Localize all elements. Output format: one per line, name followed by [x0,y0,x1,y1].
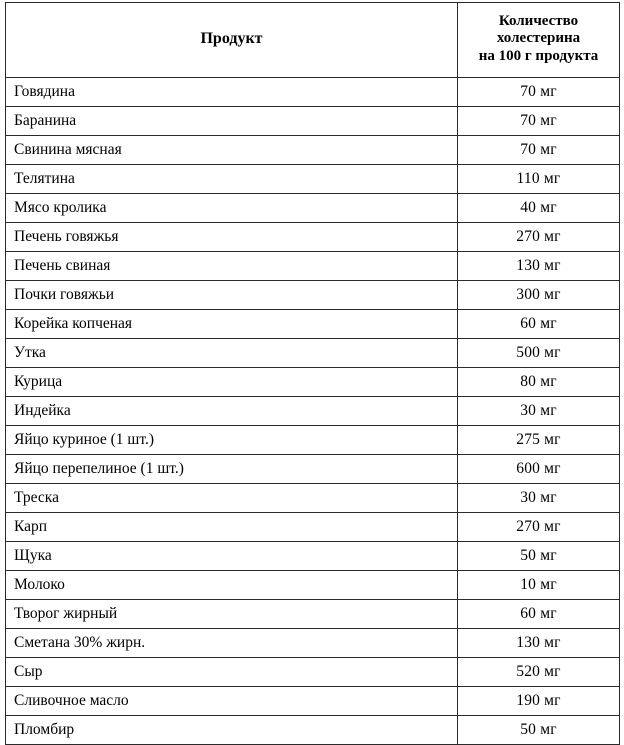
table-row [6,542,620,571]
column-header-product: Продукт [6,3,458,78]
cell-amount: 30 мг [458,484,620,513]
column-header-amount-line2: холестерина [496,30,581,47]
cell-product: Утка [6,339,458,368]
table-row [6,165,620,194]
table-header [6,3,620,78]
cell-product: Пломбир [6,716,458,745]
cell-product: Щука [6,542,458,571]
cell-product: Печень говяжья [6,223,458,252]
cell-amount: 50 мг [458,716,620,745]
table-row [6,600,620,629]
cell-amount: 40 мг [458,194,620,223]
table-row [6,310,620,339]
cell-product: Говядина [6,78,458,107]
cell-amount: 80 мг [458,368,620,397]
table-row [6,455,620,484]
cell-product: Телятина [6,165,458,194]
cell-amount: 130 мг [458,252,620,281]
table-row [6,281,620,310]
cell-amount: 60 мг [458,310,620,339]
table-row [6,513,620,542]
cell-amount: 190 мг [458,687,620,716]
cell-amount: 110 мг [458,165,620,194]
column-header-amount-line3: на 100 г продукта [478,47,599,64]
table-row [6,107,620,136]
table-row [6,136,620,165]
cell-product: Баранина [6,107,458,136]
table-row [6,252,620,281]
cell-product: Индейка [6,397,458,426]
table-row [6,716,620,745]
cell-product: Курица [6,368,458,397]
cell-product: Яйцо перепелиное (1 шт.) [6,455,458,484]
table-row [6,194,620,223]
cell-amount: 275 мг [458,426,620,455]
table-row [6,368,620,397]
column-header-amount-line1: Количество [498,13,579,30]
header-row [6,3,620,78]
table-body [6,78,620,745]
table-row [6,571,620,600]
cell-amount: 130 мг [458,629,620,658]
cell-amount: 520 мг [458,658,620,687]
cell-amount: 500 мг [458,339,620,368]
cell-amount: 70 мг [458,78,620,107]
cell-product: Молоко [6,571,458,600]
cell-product: Свинина мясная [6,136,458,165]
cell-product: Почки говяжьи [6,281,458,310]
table-row [6,658,620,687]
table-row [6,397,620,426]
table-row [6,223,620,252]
cell-amount: 30 мг [458,397,620,426]
table-row [6,339,620,368]
cell-product: Карп [6,513,458,542]
cell-product: Сыр [6,658,458,687]
cell-amount: 270 мг [458,513,620,542]
table-row [6,484,620,513]
cell-product: Корейка копченая [6,310,458,339]
cell-product: Печень свиная [6,252,458,281]
cholesterol-table [5,2,620,745]
cell-amount: 10 мг [458,571,620,600]
cell-product: Сметана 30% жирн. [6,629,458,658]
cell-amount: 270 мг [458,223,620,252]
cell-product: Творог жирный [6,600,458,629]
cell-amount: 600 мг [458,455,620,484]
cell-product: Яйцо куриное (1 шт.) [6,426,458,455]
cell-amount: 300 мг [458,281,620,310]
cholesterol-table-container [5,0,619,745]
cell-amount: 60 мг [458,600,620,629]
cell-amount: 70 мг [458,136,620,165]
cell-amount: 70 мг [458,107,620,136]
cell-product: Треска [6,484,458,513]
table-row [6,426,620,455]
column-header-amount [458,3,620,78]
table-row [6,629,620,658]
cell-product: Сливочное масло [6,687,458,716]
cell-product: Мясо кролика [6,194,458,223]
table-row [6,78,620,107]
table-row [6,687,620,716]
cell-amount: 50 мг [458,542,620,571]
